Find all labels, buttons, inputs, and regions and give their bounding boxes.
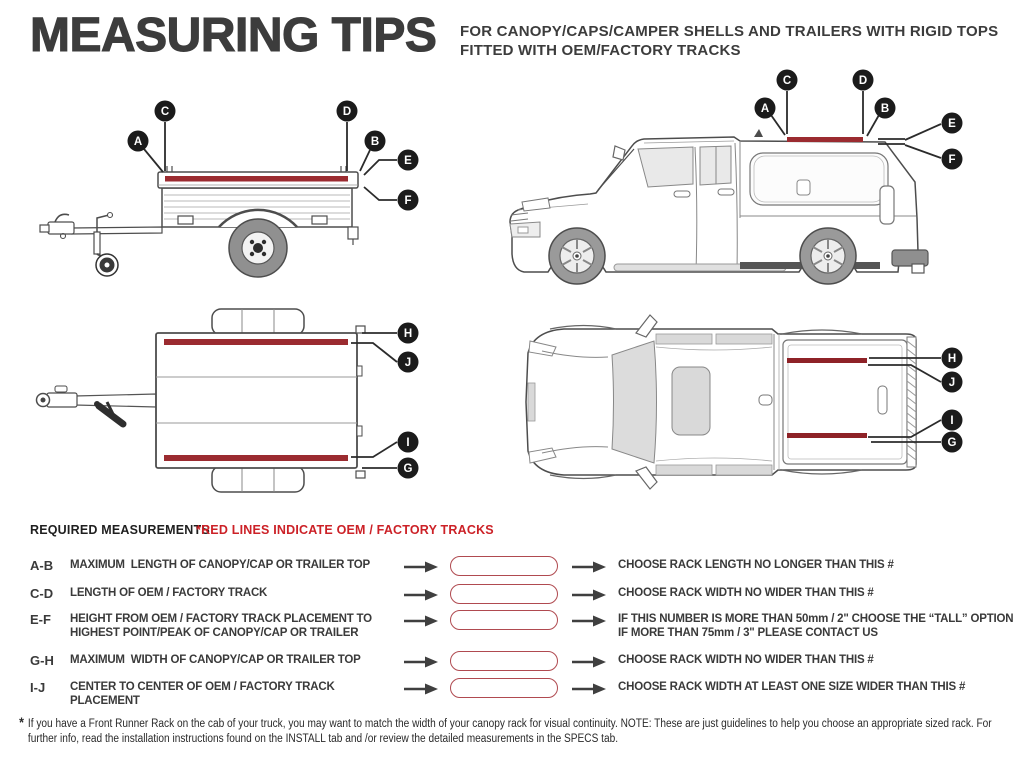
marker-e: [942, 113, 963, 134]
page-subtitle-line1: FOR CANOPY/CAPS/CAMPER SHELLS AND TRAILERS WITH RIGID TOPS: [460, 23, 999, 40]
measurement-instruction: CHOOSE RACK WIDTH NO WIDER THAN THIS #: [618, 654, 874, 666]
oem-track-red-line: [787, 433, 867, 438]
svg-text:D: D: [858, 75, 868, 87]
truck-top-illustration: [526, 315, 916, 489]
svg-text:A: A: [133, 136, 143, 148]
oem-track-red-line: [787, 358, 867, 363]
measurement-code: E-F: [30, 612, 51, 627]
measurement-code: I-J: [30, 680, 46, 695]
trailer-top-view-diagram: [15, 300, 445, 512]
oem-track-red-line: [164, 339, 348, 345]
marker-a: [755, 98, 776, 119]
marker-b: [875, 98, 896, 119]
svg-text:G: G: [947, 437, 957, 449]
footnote-text: If you have a Front Runner Rack on the cab of your truck, you may want to match the width of your canopy rack for visual continuity. NOTE: These are just guidelines to help you choose an appropriate sized rack. For further info, read the installation instructions found on the INSTALL tab and /or review the detailed measurements in the SPECS tab.: [27, 718, 992, 745]
page-subtitle: [460, 22, 998, 60]
arrow-right-icon: [572, 678, 618, 700]
footnote-asterisk: *: [19, 714, 24, 730]
marker-h: [398, 323, 419, 344]
trailer-side-view-diagram: [15, 88, 445, 300]
measurement-description: LENGTH OF OEM / FACTORY TRACK: [70, 587, 268, 599]
marker-d: [337, 101, 358, 122]
page-title: MEASURING TIPS: [30, 9, 437, 62]
measurement-description: CENTER TO CENTER OF OEM / FACTORY TRACK PLACEMENT: [70, 681, 338, 707]
measurement-value-field: [450, 678, 558, 698]
measurement-value-field: [450, 584, 558, 604]
svg-text:D: D: [342, 106, 352, 118]
arrow-right-icon: [404, 678, 450, 700]
marker-i: [398, 432, 419, 453]
oem-track-red-line: [787, 137, 863, 142]
svg-text:C: C: [160, 106, 170, 118]
svg-text:E: E: [948, 118, 956, 130]
measurement-description: MAXIMUM LENGTH OF CANOPY/CAP OR TRAILER TOP: [70, 559, 371, 571]
measurement-value-field: [450, 556, 558, 576]
measurement-value-field: [450, 610, 558, 630]
trailer-side-illustration: [40, 166, 358, 277]
measurement-code: G-H: [30, 653, 54, 668]
marker-h: [942, 348, 963, 369]
footnote: [19, 714, 1014, 747]
red-lines-note: *RED LINES INDICATE OEM / FACTORY TRACKS: [196, 523, 494, 537]
marker-g: [942, 432, 963, 453]
marker-b: [365, 131, 386, 152]
marker-i: [942, 410, 963, 431]
svg-text:F: F: [404, 195, 412, 207]
arrow-right-icon: [572, 556, 618, 578]
svg-text:A: A: [760, 103, 770, 115]
arrow-right-icon: [572, 610, 618, 632]
oem-track-red-line: [164, 455, 348, 461]
arrow-right-icon: [404, 651, 450, 673]
marker-f: [942, 149, 963, 170]
page-subtitle-line2: FITTED WITH OEM/FACTORY TRACKS: [460, 42, 741, 59]
svg-text:C: C: [782, 75, 792, 87]
required-measurements-heading: REQUIRED MEASUREMENTS: [30, 523, 210, 537]
measurement-row-ef: [30, 610, 1020, 640]
measurement-row-gh: [30, 651, 1020, 673]
measurement-value-field: [450, 651, 558, 671]
marker-g: [398, 458, 419, 479]
svg-text:J: J: [948, 377, 956, 389]
measurement-description: MAXIMUM WIDTH OF CANOPY/CAP OR TRAILER TOP: [70, 654, 361, 666]
marker-f: [398, 190, 419, 211]
marker-j: [942, 372, 963, 393]
measurement-description: HEIGHT FROM OEM / FACTORY TRACK PLACEMENT TO HIGHEST POINT/PEAK OF CANOPY/CAP OR TRAILER: [70, 613, 372, 639]
marker-e: [398, 150, 419, 171]
svg-text:E: E: [404, 155, 412, 167]
arrow-right-icon: [404, 556, 450, 578]
measurement-instruction: CHOOSE RACK WIDTH NO WIDER THAN THIS #: [618, 587, 874, 599]
measurement-row-ij: [30, 678, 1020, 708]
trailer-top-illustration: [37, 309, 366, 492]
truck-top-view-diagram: [498, 303, 973, 508]
svg-text:J: J: [404, 357, 412, 369]
arrow-right-icon: [572, 651, 618, 673]
svg-text:B: B: [880, 103, 890, 115]
svg-text:I: I: [406, 437, 410, 449]
measurement-row-cd: [30, 584, 1020, 606]
marker-d: [853, 70, 874, 91]
marker-c: [777, 70, 798, 91]
measurement-instruction: CHOOSE RACK WIDTH AT LEAST ONE SIZE WIDER THAN THIS #: [618, 681, 966, 693]
measurement-code: A-B: [30, 558, 54, 573]
measurement-row-ab: [30, 556, 1020, 578]
measurement-code: C-D: [30, 586, 54, 601]
arrow-right-icon: [572, 584, 618, 606]
svg-text:B: B: [370, 136, 380, 148]
svg-text:F: F: [948, 154, 956, 166]
truck-side-illustration: [510, 129, 928, 284]
svg-text:H: H: [947, 353, 957, 365]
svg-text:H: H: [403, 328, 413, 340]
arrow-right-icon: [404, 610, 450, 632]
measurement-instruction: CHOOSE RACK LENGTH NO LONGER THAN THIS #: [618, 559, 894, 571]
svg-text:I: I: [950, 415, 954, 427]
marker-j: [398, 352, 419, 373]
marker-a: [128, 131, 149, 152]
arrow-right-icon: [404, 584, 450, 606]
truck-side-view-diagram: [488, 58, 1018, 306]
marker-c: [155, 101, 176, 122]
measurement-instruction: IF THIS NUMBER IS MORE THAN 50mm / 2" CHOOSE THE “TALL” OPTION IF MORE THAN 75mm / 3" PLEASE CONTACT US: [618, 613, 1014, 639]
svg-text:G: G: [403, 463, 413, 475]
oem-track-red-line: [165, 176, 348, 182]
